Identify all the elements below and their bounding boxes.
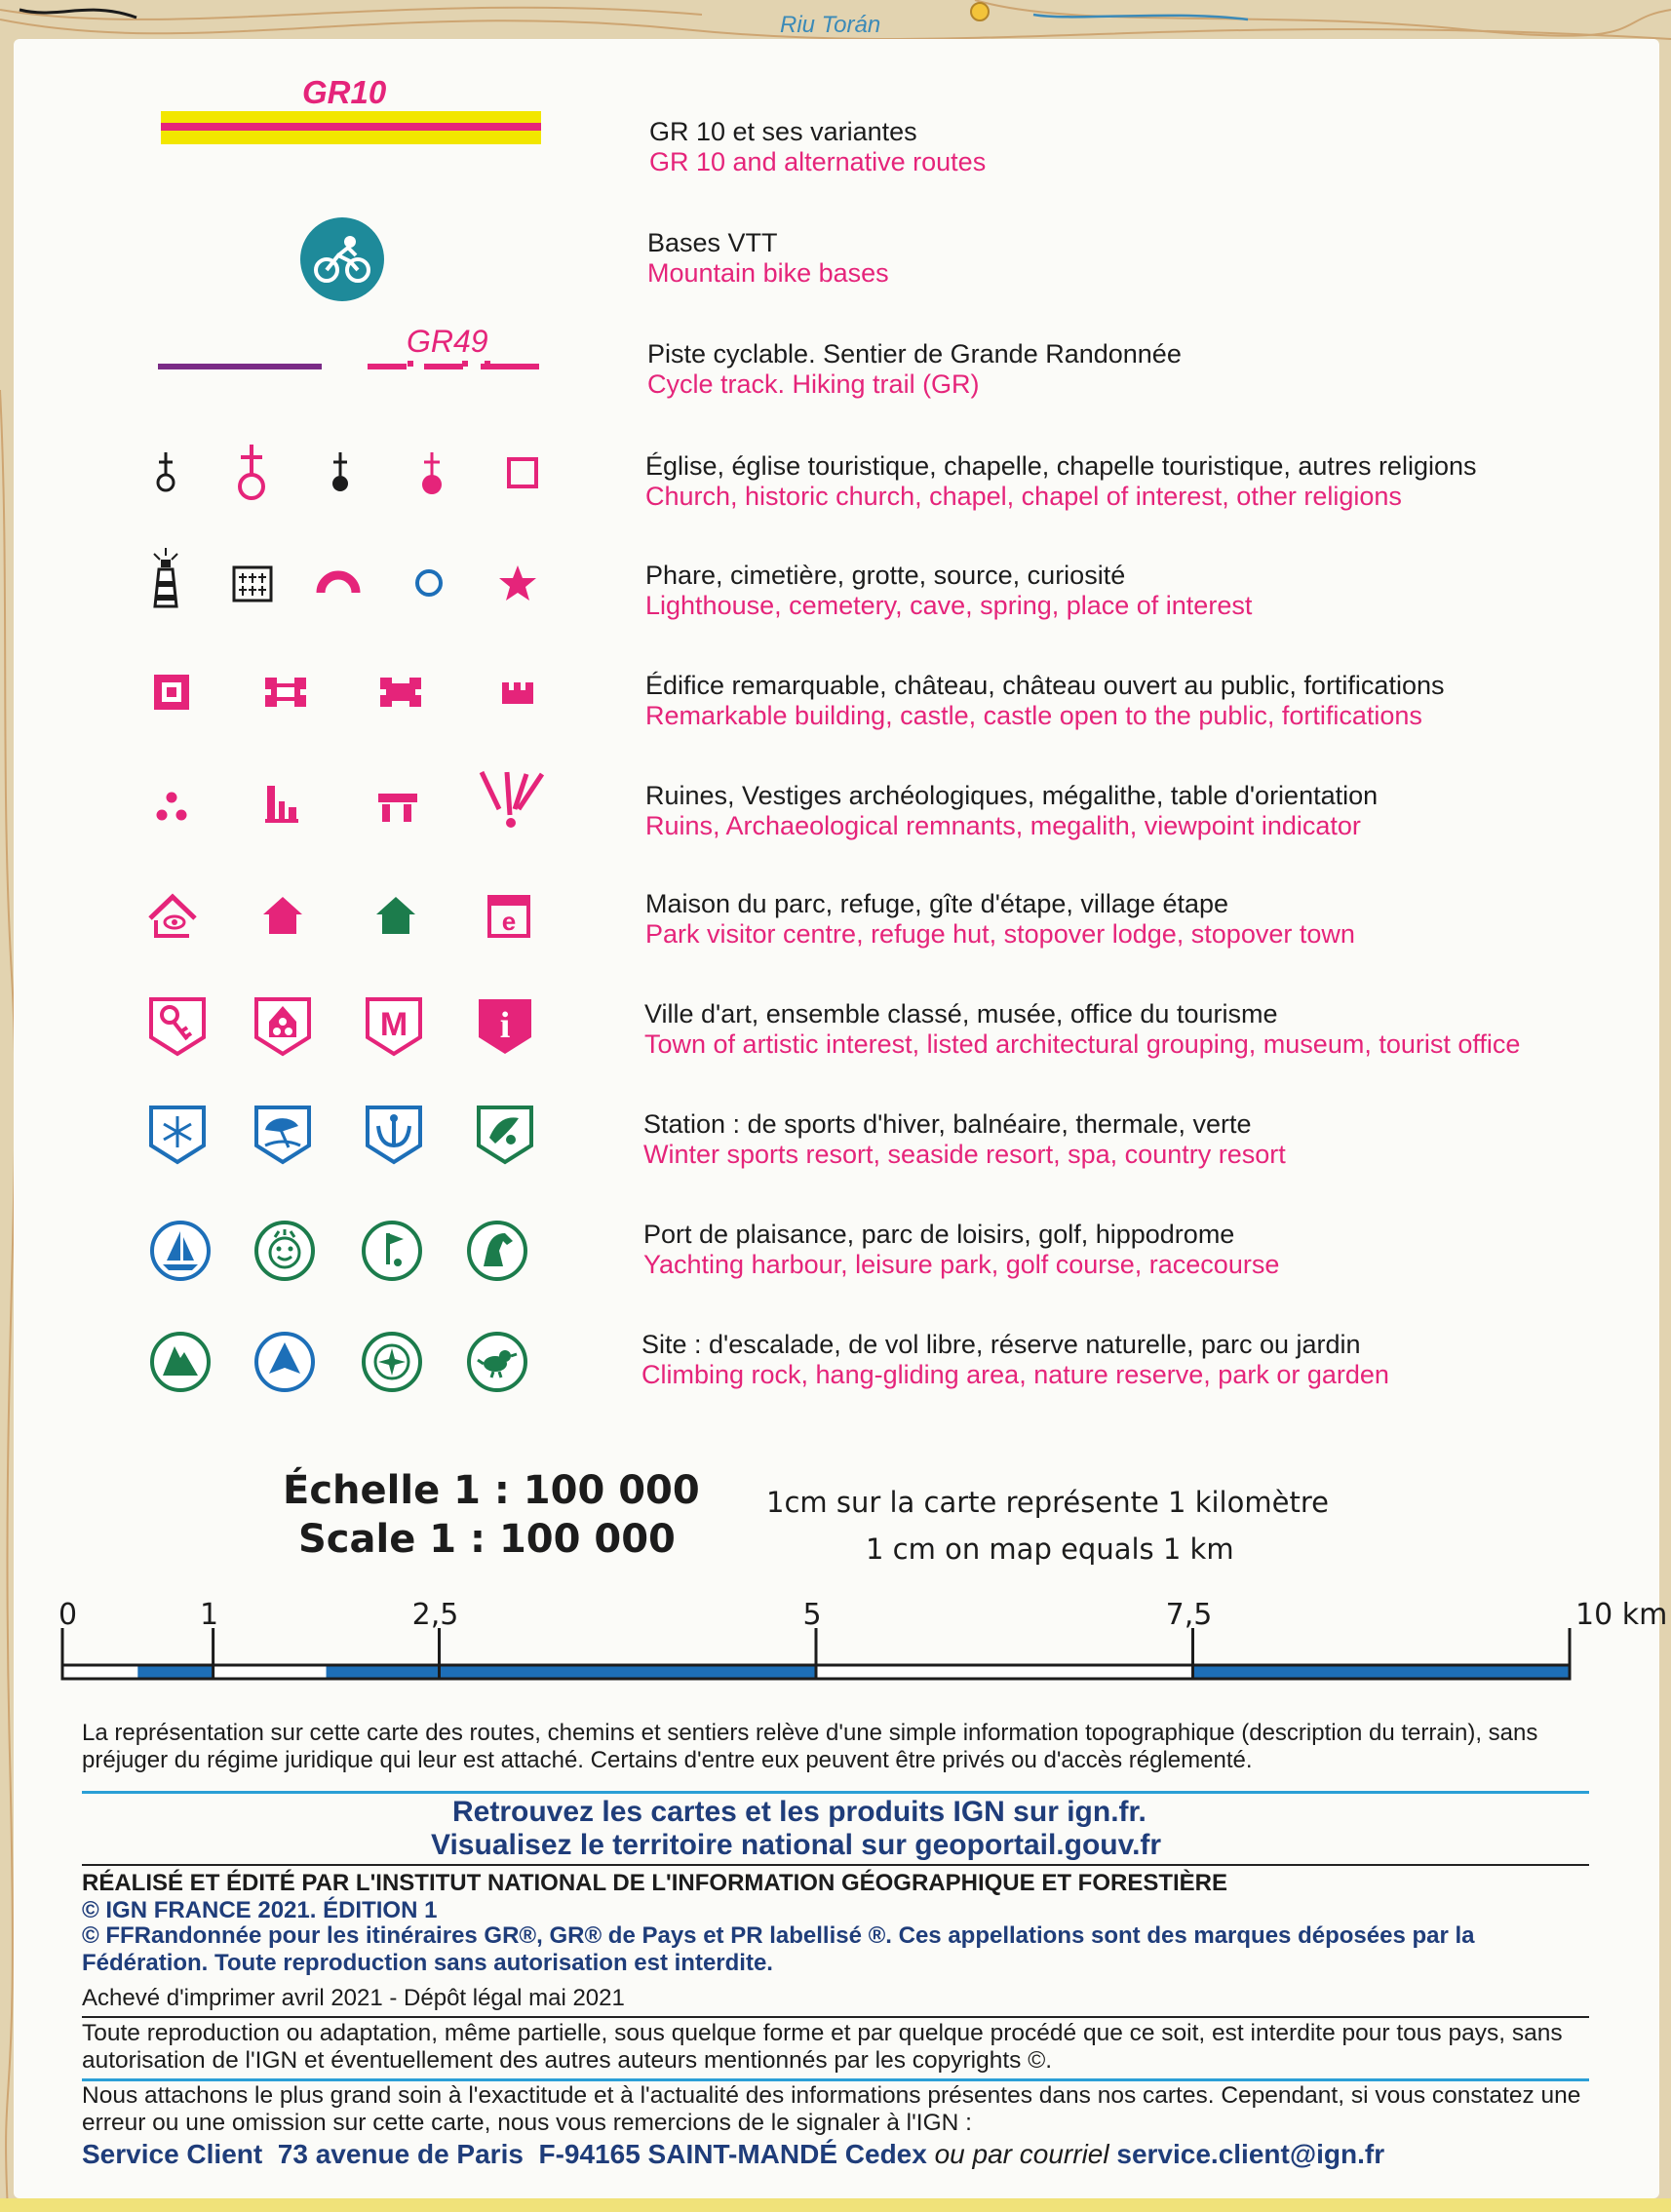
legend-row-leisure <box>643 1220 1279 1280</box>
service-client-label: Service Client <box>82 2139 263 2169</box>
scale-tick-label: 7,5 <box>1165 1598 1213 1632</box>
legend-en-text: GR 10 and alternative routes <box>649 147 987 176</box>
legend-fr-text: Piste cyclable. Sentier de Grande Randonnée <box>647 339 1182 369</box>
town-of-artistic-interest-icon <box>148 996 207 1057</box>
copyright-ign: © IGN FRANCE 2021. ÉDITION 1 <box>82 1897 438 1923</box>
scale-desc-fr: 1cm sur la carte représente 1 kilomètre <box>766 1486 1329 1519</box>
cycle-track-symbol <box>158 361 322 372</box>
seaside-resort-icon <box>253 1105 312 1165</box>
gr10-label: GR10 <box>302 74 387 110</box>
gr10-symbol <box>161 70 541 148</box>
historic-church-icon <box>234 443 269 503</box>
chapel-icon <box>329 450 352 495</box>
listed-architectural-grouping-icon <box>253 996 312 1057</box>
gr49-symbol <box>366 324 541 372</box>
tourist-office-icon <box>476 996 534 1057</box>
legend-fr-text: Station : de sports d'hiver, balnéaire, thermale, verte <box>643 1109 1252 1139</box>
legend-fr-text: Phare, cimetière, grotte, source, curiosité <box>645 561 1126 590</box>
scale-bar-segment <box>327 1665 440 1679</box>
legend-row-mtb <box>647 228 889 289</box>
legend-en-text: Remarkable building, castle, castle open to the public, fortifications <box>645 701 1422 730</box>
legend-row-churches <box>645 451 1477 512</box>
legend-en-text: Park visitor centre, refuge hut, stopover lodge, stopover town <box>645 919 1355 949</box>
scale-bar-segment <box>214 1665 327 1679</box>
tourist-office-glyph: i <box>499 1005 511 1046</box>
scale-bar-segment <box>440 1665 817 1679</box>
legend-fr-text: Ville d'art, ensemble classé, musée, office du tourisme <box>644 999 1278 1028</box>
divider-dark <box>82 2016 1589 2018</box>
legend-row-sites <box>641 1330 1389 1390</box>
park-visitor-centre-icon <box>148 895 197 938</box>
or-email-text: ou par courriel <box>934 2139 1109 2169</box>
legend-en-text: Church, historic church, chapel, chapel of interest, other religions <box>645 482 1402 511</box>
legend-row-gr10 <box>649 117 986 177</box>
museum-icon <box>365 996 423 1057</box>
service-client-email[interactable]: service.client@ign.fr <box>1116 2139 1385 2169</box>
care-notice: Nous attachons le plus grand soin à l'exactitude et à l'actualité des informations présentes dans nos cartes. Cependant, si vous constatez une erreur ou une omission sur cette carte, nous vous remercions de le signaler à l'IGN : <box>82 2082 1581 2136</box>
promo-geoportail: Visualisez le territoire national sur geoportail.gouv.fr <box>431 1829 1162 1861</box>
legend-row-resorts <box>643 1109 1286 1170</box>
legend-row-ruins <box>645 781 1378 841</box>
castle-open-to-public-icon <box>378 676 423 709</box>
legend-row-culture <box>644 999 1520 1060</box>
stopover-town-glyph: e <box>501 907 517 936</box>
racecourse-icon <box>466 1220 528 1282</box>
river-label: Riu Torán <box>780 12 881 38</box>
spa-icon <box>365 1105 423 1165</box>
country-resort-icon <box>476 1105 534 1165</box>
church-icon <box>154 450 177 495</box>
legend-en-text: Ruins, Archaeological remnants, megalith, viewpoint indicator <box>645 811 1361 840</box>
legend-fr-text: Église, église touristique, chapelle, chapelle touristique, autres religions <box>645 451 1477 481</box>
chapel-of-interest-icon <box>418 450 446 497</box>
legend-fr-text: Bases VTT <box>647 228 778 257</box>
legend-fr-text: GR 10 et ses variantes <box>649 117 917 146</box>
legend-row-cycle-track <box>647 339 1182 400</box>
place-of-interest-icon <box>497 563 538 602</box>
reproduction-notice: Toute reproduction ou adaptation, même partielle, sous quelque forme et par quelque procédé que ce soit, est interdite pour tous pays, sans autorisation de l'IGN et éventuellement des autres auteurs mentionnés par les copyrights ©. <box>82 2020 1563 2074</box>
legend-en-text: Winter sports resort, seaside resort, spa, country resort <box>643 1140 1286 1169</box>
legend-fr-text: Maison du parc, refuge, gîte d'étape, village étape <box>645 889 1229 918</box>
legend-en-text: Lighthouse, cemetery, cave, spring, place of interest <box>645 591 1253 620</box>
spring-icon <box>413 567 445 599</box>
archaeological-remnants-icon <box>263 784 298 823</box>
winter-sports-resort-icon <box>148 1105 207 1165</box>
remarkable-building-icon <box>152 673 191 712</box>
legend-en-text: Climbing rock, hang-gliding area, nature reserve, park or garden <box>641 1360 1389 1389</box>
ruins-icon <box>154 790 189 823</box>
other-religions-icon <box>506 456 539 489</box>
divider-dark <box>82 1864 1589 1866</box>
service-client-address: 73 avenue de Paris <box>277 2139 524 2169</box>
legend-en-text: Cycle track. Hiking trail (GR) <box>647 369 980 399</box>
legend-fr-text: Édifice remarquable, château, château ouvert au public, fortifications <box>645 671 1445 700</box>
copyright-ffrandonnee: © FFRandonnée pour les itinéraires GR®, GR® de Pays et PR labellisé ®. Ces appellations sont des marques déposées par la Fédération. Toute reproduction sans autorisation est interdite. <box>82 1922 1475 1976</box>
yachting-harbour-icon <box>149 1220 212 1282</box>
scale-tick-label: 1 <box>200 1598 219 1632</box>
legend-row-buildings <box>645 671 1444 731</box>
climbing-rock-icon <box>149 1331 212 1393</box>
legend-row-lodging <box>645 889 1355 950</box>
leisure-park-icon <box>253 1220 316 1282</box>
cemetery-icon <box>232 565 273 602</box>
stopover-town-icon <box>487 893 530 938</box>
mountain-bike-base-icon <box>299 216 385 302</box>
scale-tick-label: 10 km <box>1575 1598 1668 1632</box>
printing-date: Achevé d'imprimer avril 2021 - Dépôt légal mai 2021 <box>82 1985 625 2011</box>
legend-fr-text: Ruines, Vestiges archéologiques, mégalithe, table d'orientation <box>645 781 1379 810</box>
stopover-lodge-icon <box>374 895 417 936</box>
legend-en-text: Mountain bike bases <box>647 258 889 288</box>
scale-title-en: Scale 1 : 100 000 <box>298 1517 676 1562</box>
promo-ign: Retrouvez les cartes et les produits IGN sur ign.fr. <box>452 1796 1146 1828</box>
park-or-garden-icon <box>466 1331 528 1393</box>
divider-blue <box>82 2078 1589 2081</box>
fortifications-icon <box>500 680 535 706</box>
museum-glyph: M <box>379 1006 408 1043</box>
scale-bar-segment <box>816 1665 1193 1679</box>
publisher-text: RÉALISÉ ET ÉDITÉ PAR L'INSTITUT NATIONAL DE L'INFORMATION GÉOGRAPHIQUE ET FORESTIÈRE <box>82 1870 1228 1896</box>
scale-bar <box>39 1598 1668 1696</box>
scale-bar-segment <box>1193 1665 1571 1679</box>
gr49-label: GR49 <box>407 324 488 359</box>
scale-tick-label: 5 <box>802 1598 822 1632</box>
viewpoint-indicator-icon <box>478 770 546 829</box>
megalith-icon <box>376 792 419 823</box>
legend-fr-text: Site : d'escalade, de vol libre, réserve naturelle, parc ou jardin <box>641 1330 1361 1359</box>
legend-fr-text: Port de plaisance, parc de loisirs, golf, hippodrome <box>643 1220 1235 1249</box>
service-client-city: F-94165 SAINT-MANDÉ Cedex <box>538 2139 927 2169</box>
service-client-line <box>82 2139 1384 2170</box>
scale-title-fr: Échelle 1 : 100 000 <box>283 1468 700 1513</box>
legend-en-text: Town of artistic interest, listed architectural grouping, museum, tourist office <box>644 1029 1521 1059</box>
scale-tick-label: 2,5 <box>411 1598 459 1632</box>
legend-en-text: Yachting harbour, leisure park, golf course, racecourse <box>643 1250 1280 1279</box>
lighthouse-icon <box>150 548 181 610</box>
nature-reserve-icon <box>361 1331 423 1393</box>
cave-icon <box>317 565 360 595</box>
scale-bar-segment <box>137 1665 213 1679</box>
scale-desc-en: 1 cm on map equals 1 km <box>866 1533 1234 1566</box>
scale-tick-label: 0 <box>58 1598 78 1632</box>
scale-bar-segment <box>62 1665 137 1679</box>
hang-gliding-area-icon <box>253 1331 316 1393</box>
castle-icon <box>263 676 308 709</box>
divider-blue <box>82 1791 1589 1794</box>
disclaimer-text: La représentation sur cette carte des routes, chemins et sentiers relève d'une simple information topographique (description du terrain), sans préjuger du régime juridique qui leur est attaché. Certains d'entre eux peuvent être privés ou d'accès réglementé. <box>82 1720 1538 1773</box>
legend-row-lighthouse <box>645 561 1252 621</box>
refuge-hut-icon <box>261 895 304 936</box>
golf-course-icon <box>361 1220 423 1282</box>
